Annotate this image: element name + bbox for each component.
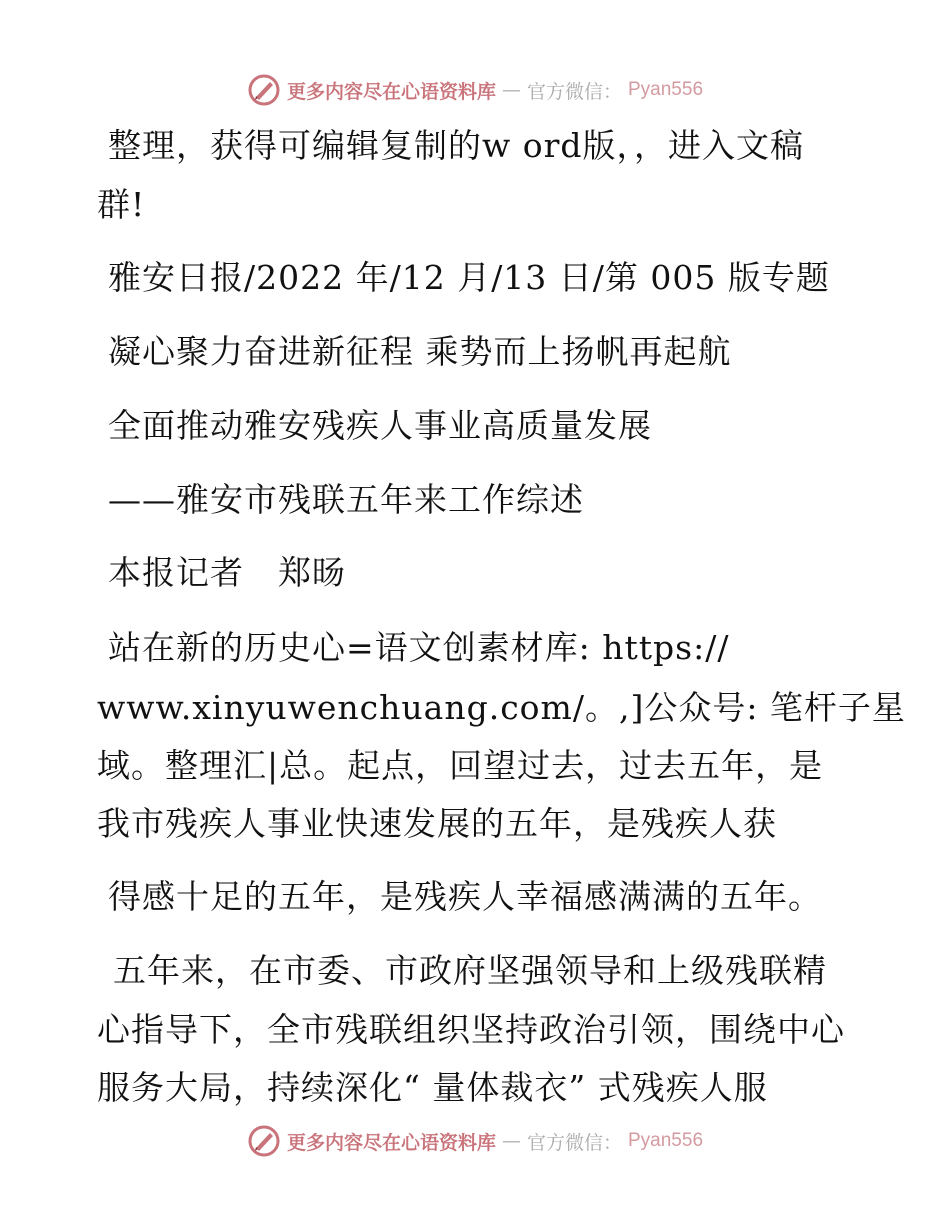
watermark-account: Pyan556: [628, 1130, 704, 1151]
text-line: 群!: [97, 185, 146, 224]
text-line: 域。整理汇|总。起点，回望过去，过去五年，是: [97, 746, 824, 785]
article-title: 凝心聚力奋进新征程 乘势而上扬帆再起航: [108, 332, 732, 371]
text-line: 整理，获得可编辑复制的w ord版，，进入文稿: [108, 126, 805, 165]
text-line: www.xinyuwenchuang.com/。,]公众号: 笔杆子星: [97, 688, 906, 727]
byline: [0, 551, 950, 595]
watermark-main-text: 更多内容尽在心语资料库: [286, 1131, 496, 1154]
article-subtitle: 全面推动雅安残疾人事业高质量发展: [108, 406, 652, 445]
text-line: 我市残疾人事业快速发展的五年，是残疾人获: [97, 804, 777, 843]
text-line: 服务大局，持续深化“ 量体裁衣” 式残疾人服: [97, 1068, 768, 1107]
text-line: 雅安日报/2022 年/12 月/13 日/第 005 版专题: [108, 258, 830, 297]
footer-watermark: [0, 1121, 950, 1161]
text-line: 五年来，在市委、市政府坚强领导和上级残联精: [113, 951, 827, 990]
text-line: 站在新的历史心=语文创素材库: https://: [108, 628, 730, 667]
watermark-label: 官方微信：: [526, 1131, 622, 1154]
article-summary-line: ——雅安市残联五年来工作综述: [108, 480, 584, 519]
watermark-main-text: 更多内容尽在心语资料库: [286, 80, 496, 103]
watermark-dash: —: [501, 1130, 521, 1152]
text-line: 心指导下，全市残联组织坚持政治引领，围绕中心: [97, 1010, 845, 1049]
watermark-dash: —: [501, 79, 521, 101]
watermark-label: 官方微信：: [526, 80, 622, 103]
author-name: 旸: [312, 553, 346, 592]
watermark-account: Pyan556: [628, 79, 704, 100]
byline-text: 本报记者 郑: [108, 553, 312, 592]
text-line: 得感十足的五年，是残疾人幸福感满满的五年。: [108, 877, 822, 916]
red-pen-seal-icon: [247, 1124, 281, 1158]
